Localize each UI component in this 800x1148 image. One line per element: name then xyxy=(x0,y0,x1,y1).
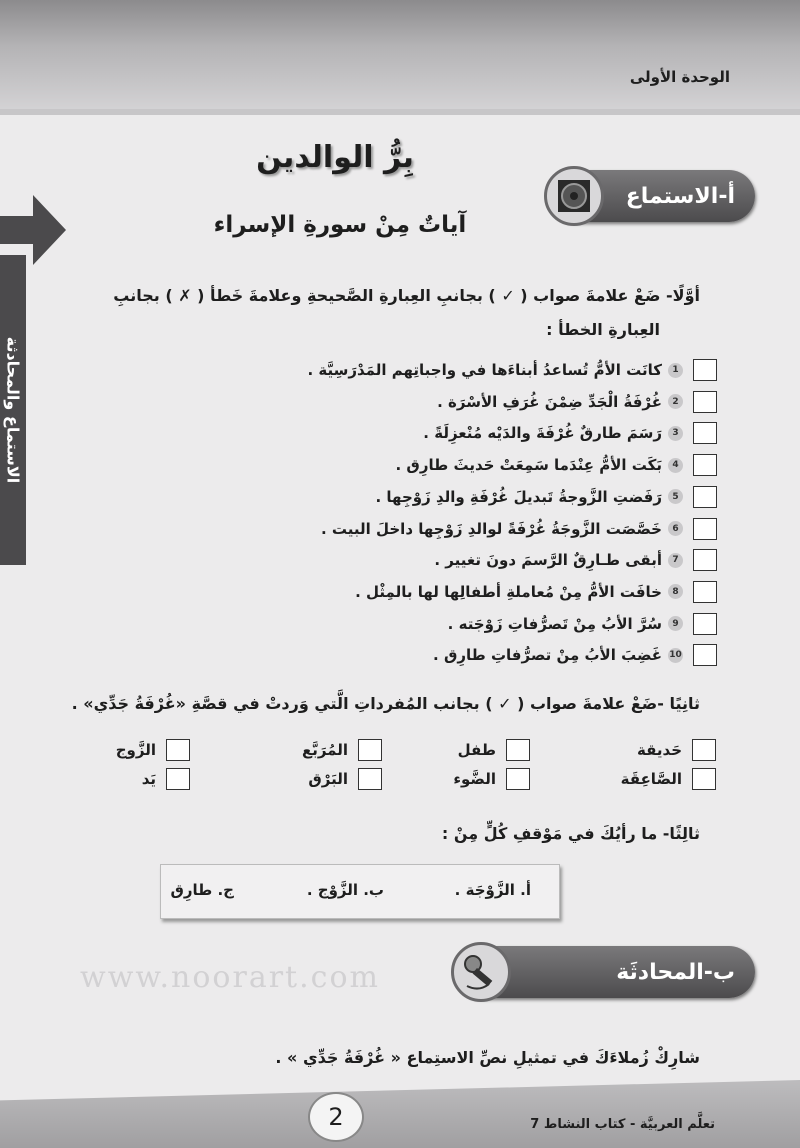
item-number: 4 xyxy=(668,458,683,473)
answer-checkbox[interactable] xyxy=(693,581,717,603)
q2-heading: ثانِيًا -ضَعْ علامةَ صواب ( ✓ ) بجانب المُفرداتِ الَّتي وَردتْ في قصَّةِ «غُرْفَةُ جَدِّي» . xyxy=(71,694,700,713)
book-title: تعلَّم العربيَّة - كتاب النشاط 7 xyxy=(530,1117,715,1132)
statement-item xyxy=(396,453,717,477)
footer-band xyxy=(0,1080,800,1148)
section-b-badge xyxy=(455,946,755,998)
vocab-option xyxy=(308,767,382,791)
statement-text: خَصَّصَت الزَّوجَةُ غُرْفَةً لوالدِ زَوْجِها داخلَ البيت . xyxy=(320,519,662,538)
statement-item xyxy=(434,548,717,572)
side-tab-label: الاستماع والمحادثة xyxy=(3,336,23,484)
vocab-option xyxy=(458,738,530,762)
vocab-word: الزَّوج xyxy=(115,741,156,759)
vocab-word: البَرْق xyxy=(308,770,348,788)
statement-text: غُرْفَةُ الْجَدِّ ضِمْنَ غُرَفِ الأسْرَة . xyxy=(437,392,662,411)
answer-checkbox[interactable] xyxy=(693,422,717,444)
vocab-option xyxy=(142,767,190,791)
opinion-b: ب. الزَّوْج . xyxy=(306,881,384,899)
vocab-checkbox[interactable] xyxy=(166,739,190,761)
q1-line2: العِبارةِ الخطأ : xyxy=(546,320,660,339)
statement-item xyxy=(423,421,717,445)
statement-item xyxy=(448,612,717,636)
statement-text: خافَت الأمُّ مِنْ مُعاملةِ أطفالِها لها بالمِثْل . xyxy=(355,582,662,601)
vocab-checkbox[interactable] xyxy=(506,739,530,761)
q1-instruction xyxy=(100,279,700,347)
statement-text: بَكَت الأمُّ عِنْدَما سَمِعَتْ حَديثَ طارِق . xyxy=(395,456,662,475)
answer-checkbox[interactable] xyxy=(693,644,717,666)
page-number: 2 xyxy=(308,1092,364,1142)
vocab-option xyxy=(621,767,716,791)
unit-label: الوحدة الأولى xyxy=(629,68,730,86)
vocab-checkbox[interactable] xyxy=(692,739,716,761)
section-a-label: أ-الاستماع xyxy=(625,183,735,209)
statement-text: غَضِبَ الأبُ مِنْ تصرُّفاتِ طارِق . xyxy=(433,646,662,665)
answer-checkbox[interactable] xyxy=(693,391,717,413)
statement-item xyxy=(376,485,718,509)
microphone-icon xyxy=(451,942,511,1002)
statement-item xyxy=(433,643,717,667)
vocab-option xyxy=(116,738,190,762)
item-number: 10 xyxy=(668,648,683,663)
q1-line1: أوَّلًا- ضَعْ علامةَ صواب ( ✓ ) بجانبِ العِبارةِ الصَّحيحةِ وعلامةَ خَطأ ( ✗ ) بجانبِ xyxy=(113,286,700,305)
statement-text: رَفَضتِ الزَّوجةُ تَبديلَ غُرْفَةِ والدِ زَوْجِها . xyxy=(375,487,662,506)
item-number: 7 xyxy=(668,553,683,568)
vocab-word: الصَّاعِقَة xyxy=(620,770,682,788)
statement-item xyxy=(437,390,717,414)
answer-checkbox[interactable] xyxy=(693,549,717,571)
vocab-checkbox[interactable] xyxy=(166,768,190,790)
item-number: 8 xyxy=(668,584,683,599)
answer-checkbox[interactable] xyxy=(693,454,717,476)
q3-heading: ثالِثًا- ما رأيُكَ في مَوْقفِ كُلٍّ مِنْ : xyxy=(441,824,700,843)
vocab-option xyxy=(453,767,530,791)
vocab-word: الضَّوء xyxy=(453,770,496,788)
vocab-checkbox[interactable] xyxy=(692,768,716,790)
statement-text: سُرَّ الأبُ مِنْ تَصرُّفاتِ زَوْجَته . xyxy=(447,614,662,633)
answer-checkbox[interactable] xyxy=(693,359,717,381)
opinion-box xyxy=(160,864,560,919)
statement-item xyxy=(321,517,717,541)
header-band xyxy=(0,0,800,115)
answer-checkbox[interactable] xyxy=(693,486,717,508)
statement-text: كانَت الأمُّ تُساعدُ أبناءَها في واجباتِهم المَدْرَسِيَّة . xyxy=(307,361,662,379)
vocab-word: حَديقة xyxy=(637,741,682,759)
answer-checkbox[interactable] xyxy=(693,613,717,635)
vocab-checkbox[interactable] xyxy=(358,768,382,790)
watermark: www.noorart.com xyxy=(80,960,380,995)
item-number: 3 xyxy=(668,426,683,441)
section-b-task: شارِكْ زُملاءَكَ في تمثيلِ نصِّ الاستِماع « غُرْفَةُ جَدِّي » . xyxy=(275,1048,700,1067)
section-a-subtitle: آياتٌ مِنْ سورةِ الإسراء xyxy=(213,212,467,238)
item-number: 5 xyxy=(668,489,683,504)
statement-text: أبقى طـارِقٌ الرَّسمَ دونَ تغيير . xyxy=(434,551,662,570)
side-tab xyxy=(0,255,26,565)
answer-checkbox[interactable] xyxy=(693,518,717,540)
vocab-checkbox[interactable] xyxy=(358,739,382,761)
vocab-option xyxy=(637,738,716,762)
vocab-word: المُرَبَّع xyxy=(301,741,348,759)
vocab-option xyxy=(302,738,382,762)
lesson-title: بِرُّ الوالدين xyxy=(256,140,414,175)
statement-text: رَسَمَ طارقٌ غُرْفَةَ والدَيْه مُنْعزِلَةً . xyxy=(423,424,662,443)
statement-item xyxy=(355,580,717,604)
opinion-a: أ. الزَّوْجَة . xyxy=(454,881,531,899)
item-number: 6 xyxy=(668,521,683,536)
statement-item xyxy=(307,358,717,382)
vocab-word: طفل xyxy=(457,741,496,759)
vocab-word: يَد xyxy=(141,770,156,788)
opinion-c: ج. طارِق xyxy=(170,881,234,899)
item-number: 1 xyxy=(668,363,683,378)
item-number: 2 xyxy=(668,394,683,409)
item-number: 9 xyxy=(668,616,683,631)
section-b-label: ب-المحادثَة xyxy=(616,959,735,985)
vocab-checkbox[interactable] xyxy=(506,768,530,790)
